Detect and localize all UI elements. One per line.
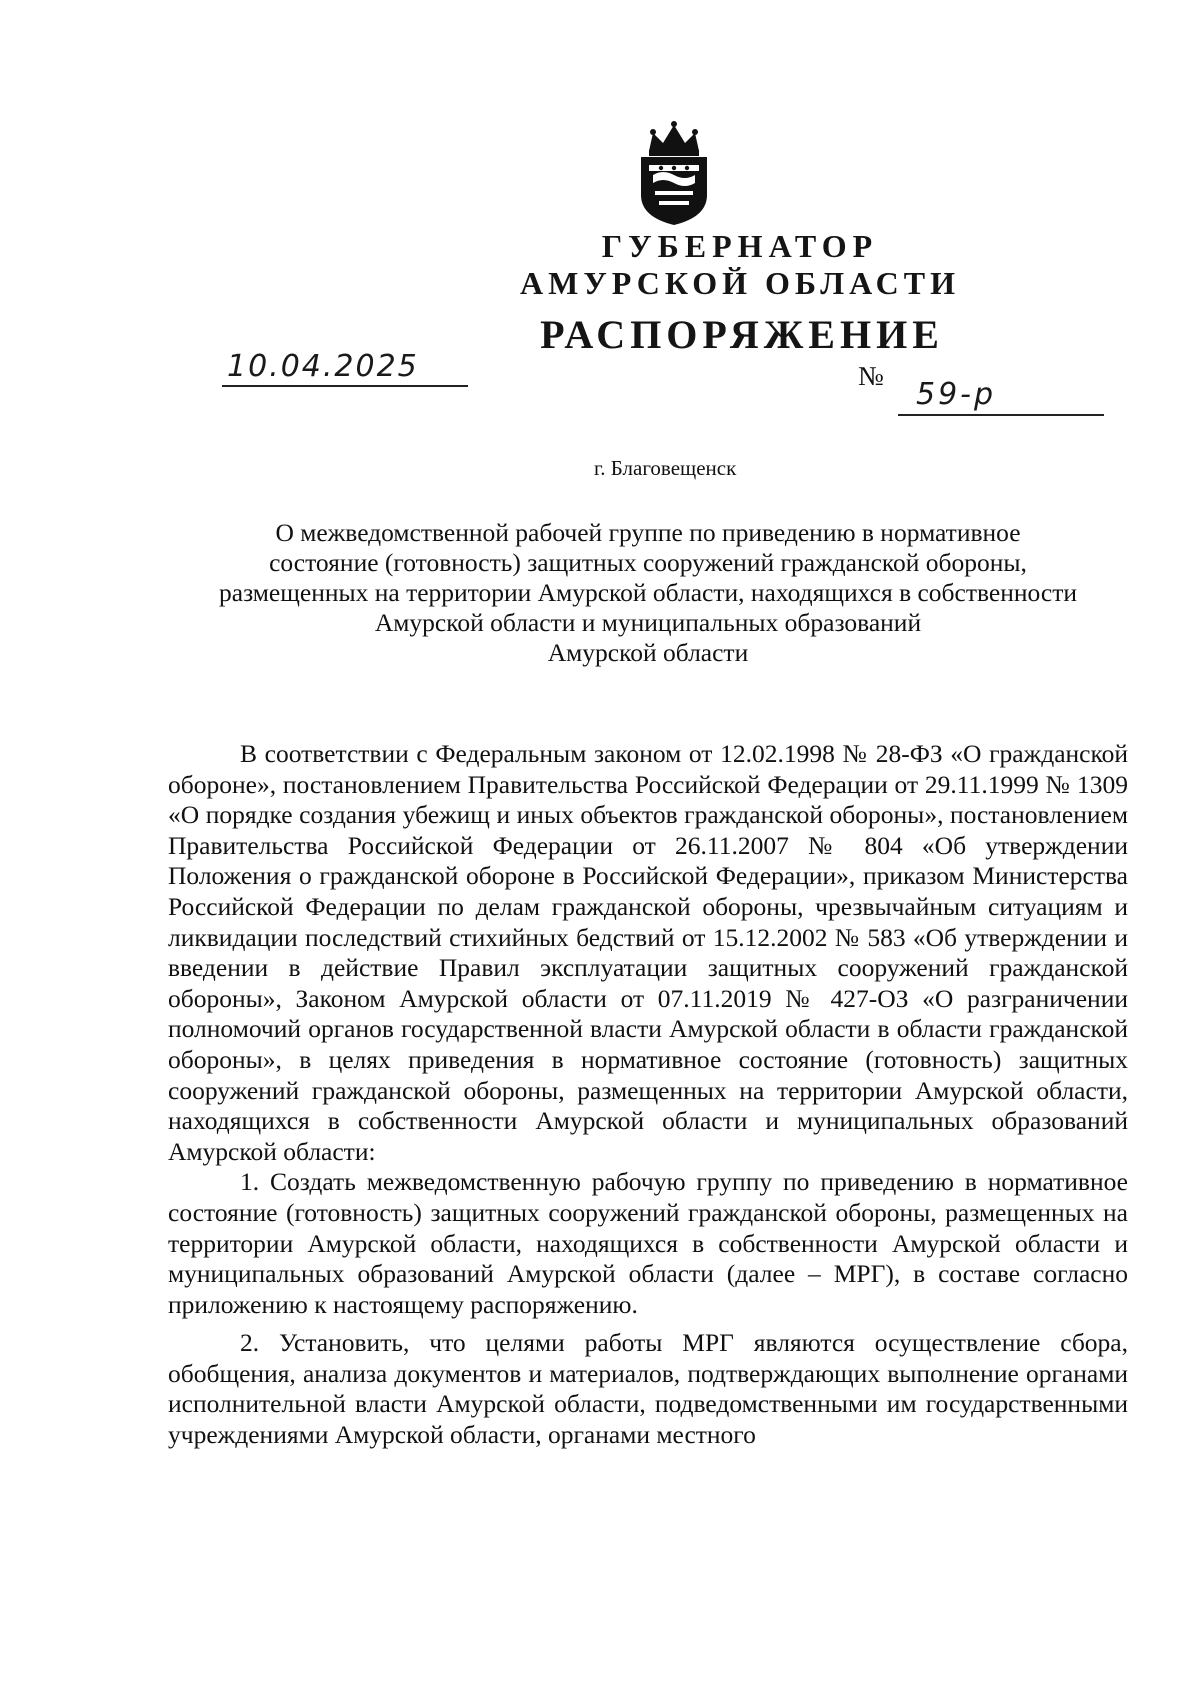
- subject-line: размещенных на территории Амурской области, находящихся в собственности: [219, 578, 1077, 607]
- document-number: 59-р: [916, 377, 997, 412]
- item-2-paragraph: 2. Установить, что целями работы МРГ являются осуществление сбора, обобщения, анализа документов и материалов, подтверждающих выполнение органами исполнительной власти Амурской области, подведомственными им государственными учреждениями Амурской области, органами местного: [168, 1328, 1128, 1450]
- coat-of-arms-icon: [631, 121, 717, 227]
- document-date: 10.04.2025: [227, 349, 419, 384]
- document-body: [168, 739, 1128, 1451]
- document-subject: [168, 518, 1128, 668]
- subject-line: Амурской области и муниципальных образований: [374, 608, 922, 637]
- document-type: РАСПОРЯЖЕНИЕ: [540, 312, 944, 357]
- issuer-title: ГУБЕРНАТОР: [601, 228, 879, 264]
- number-underline: [898, 414, 1104, 416]
- issuer-region: АМУРСКОЙ ОБЛАСТИ: [520, 265, 960, 301]
- issue-city: г. Благовещенск: [594, 456, 737, 480]
- date-underline: [222, 385, 468, 387]
- subject-line: Амурской области: [547, 638, 749, 667]
- subject-line: О межведомственной рабочей группе по приведению в нормативное: [275, 518, 1021, 547]
- number-sign: №: [858, 361, 884, 391]
- preamble-paragraph: В соответствии с Федеральным законом от 12.02.1998 № 28-ФЗ «О гражданской обороне», постановлением Правительства Российской Федерации от 29.11.1999 № 1309 «О порядке создания убежищ и иных объектов гражданской обороны», постановлением Правительства Российской Федерации от 26.11.2007 № 804 «Об утверждении Положения о гражданской обороне в Российской Федерации», приказом Министерства Российской Федерации по делам гражданской обороны, чрезвычайным ситуациям и ликвидации последствий стихийных бедствий от 15.12.2002 № 583 «Об утверждении и введении в действие Правил эксплуатации защитных сооружений гражданской обороны», Законом Амурской области от 07.11.2019 № 427-ОЗ «О разграничении полномочий органов государственной власти Амурской области в области гражданской обороны», в целях приведения в нормативное состояние (готовность) защитных сооружений гражданской обороны, размещенных на территории Амурской области, находящихся в собственности Амурской области и муниципальных образований Амурской области:: [168, 739, 1128, 1166]
- item-1-paragraph: 1. Создать межведомственную рабочую группу по приведению в нормативное состояние (готовность) защитных сооружений гражданской обороны, размещенных на территории Амурской области, находящихся в собственности Амурской области и муниципальных образований Амурской области (далее – МРГ), в составе согласно приложению к настоящему распоряжению.: [168, 1167, 1128, 1319]
- subject-line: состояние (готовность) защитных сооружений гражданской обороны,: [269, 548, 1027, 577]
